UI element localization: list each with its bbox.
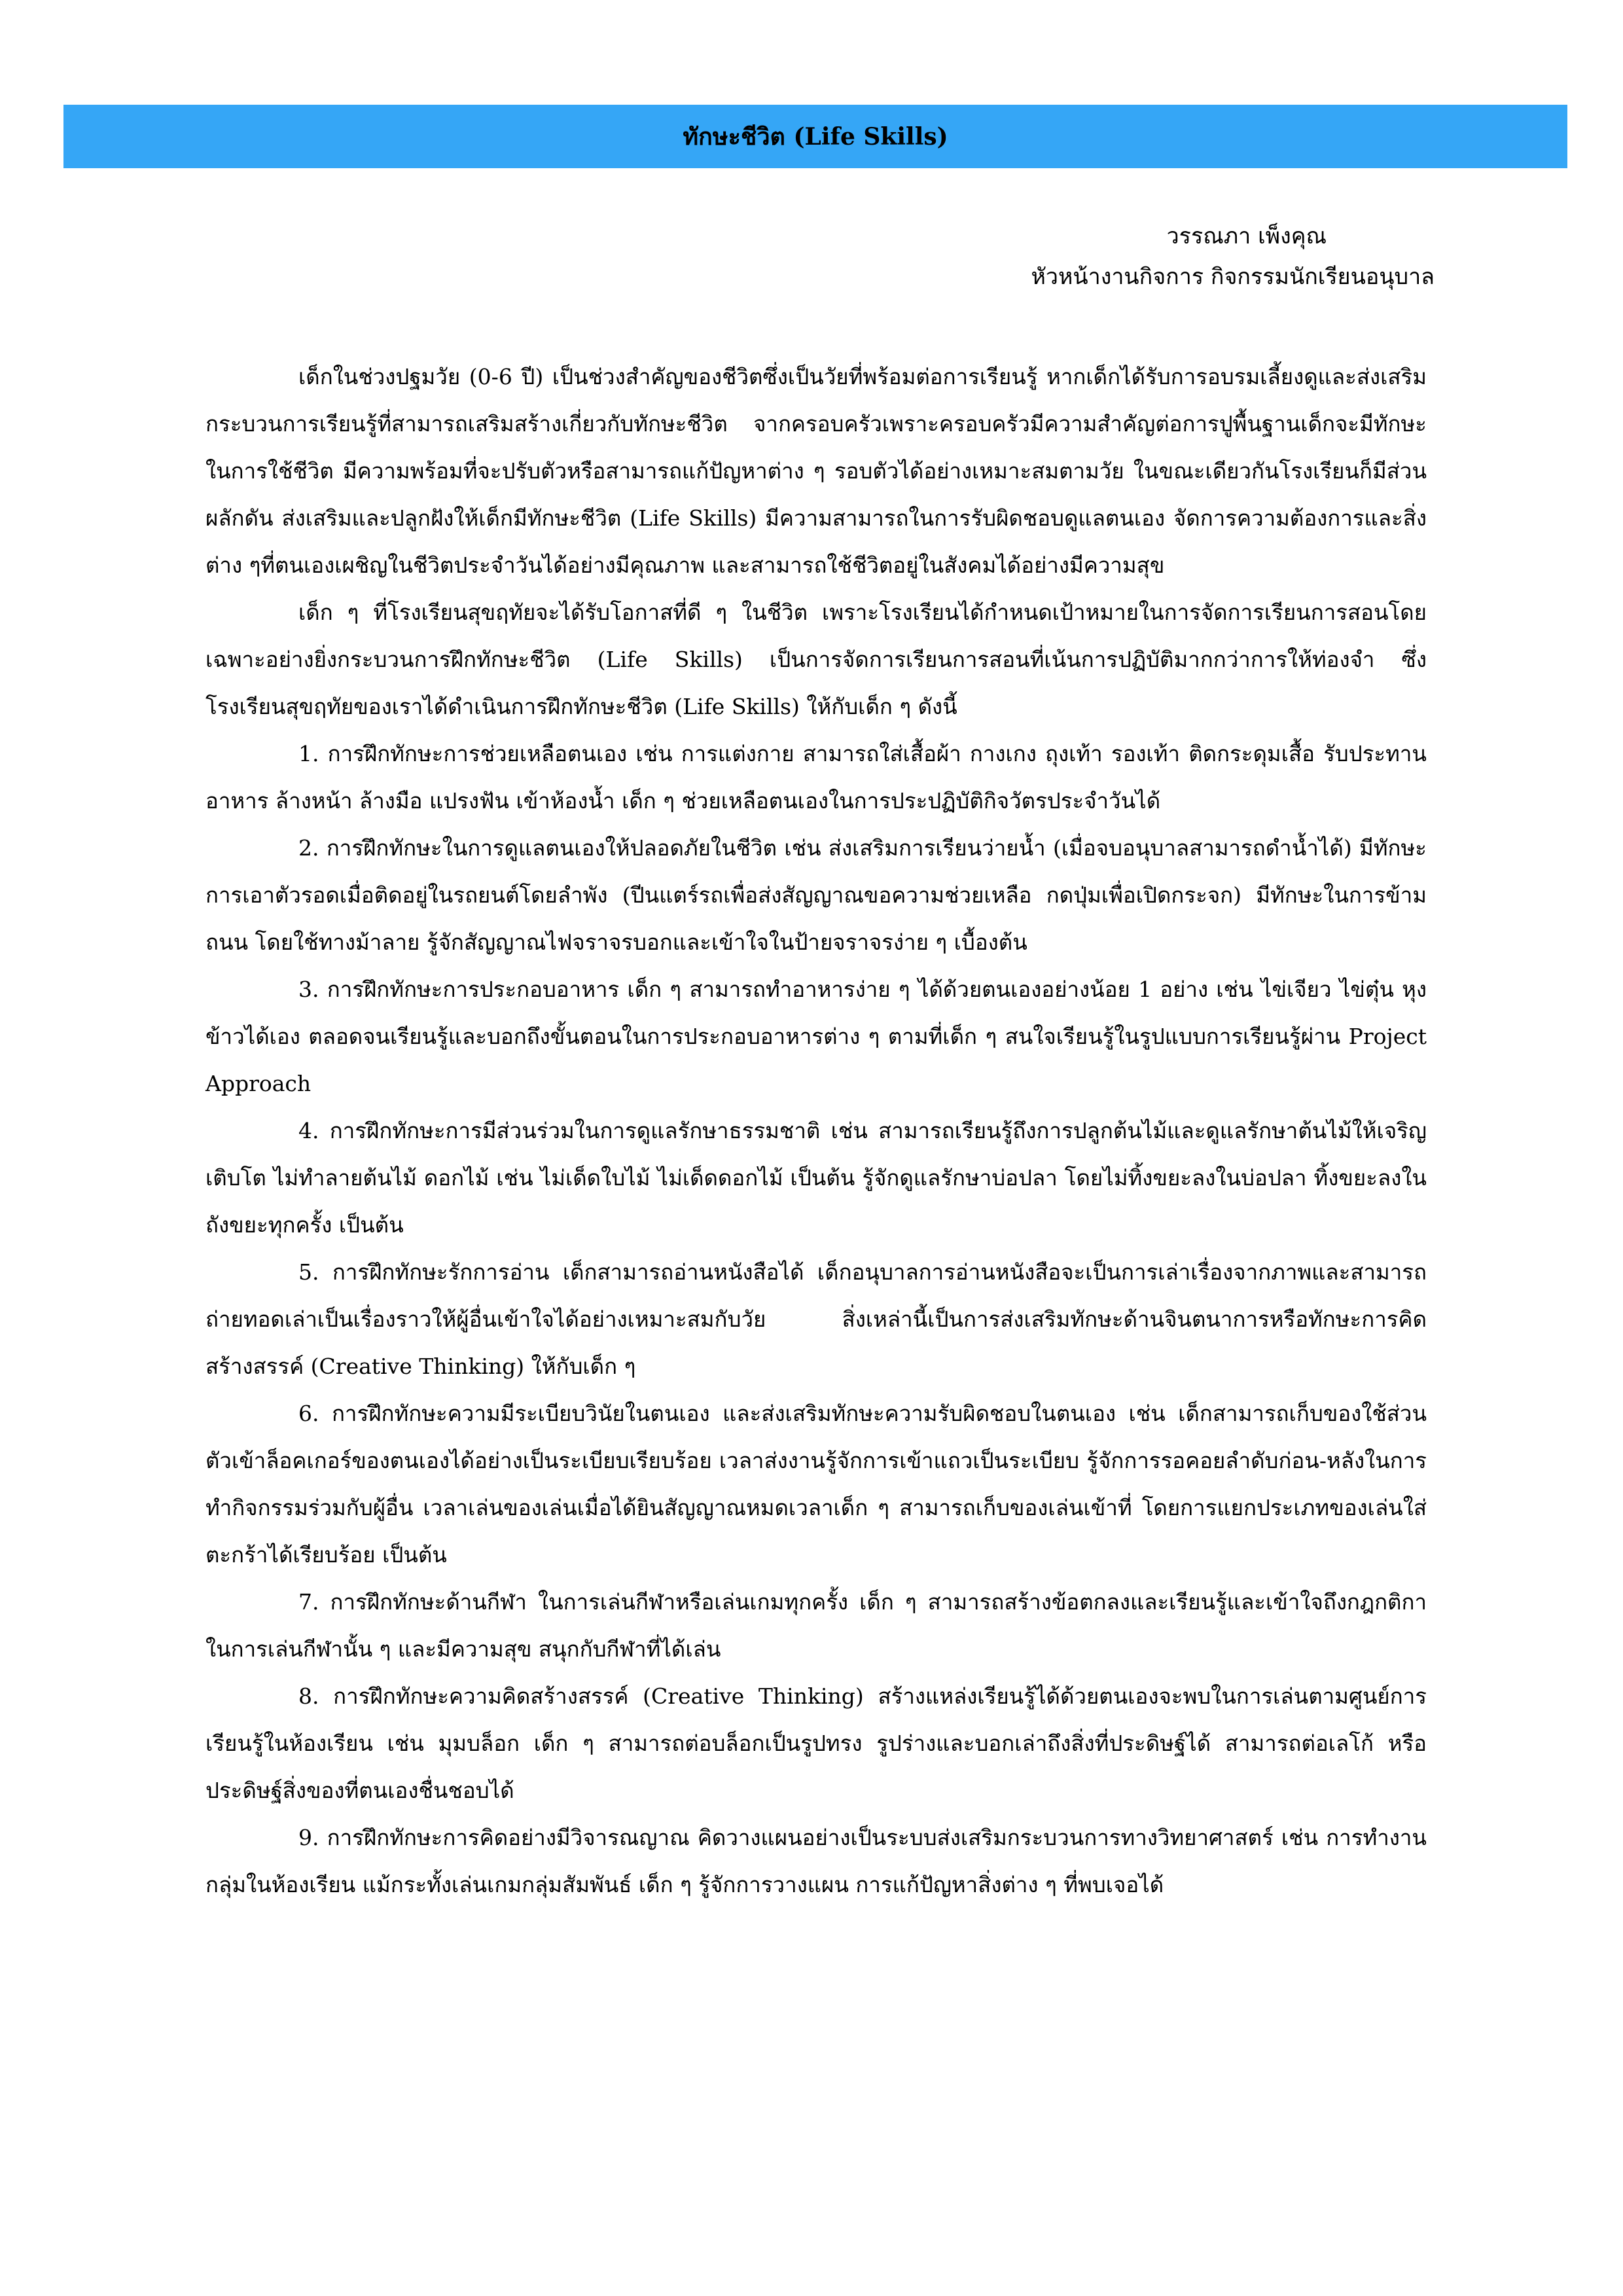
skill-item-2: 2. การฝึกทักษะในการดูแลตนเองให้ปลอดภัยในชีวิต เช่น ส่งเสริมการเรียนว่ายน้ำ (เมื่อจบอนุบาลสามารถดำน้ำได้) มีทักษะการเอาตัวรอดเมื่อติดอยู่ในรถยนต์โดยลำพัง (ปีนแตร์รถเพื่อส่งสัญญาณขอความช่วยเหลือ กดปุ่มเพื่อเปิดกระจก) มีทักษะในการข้ามถนน โดยใช้ทางม้าลาย รู้จักสัญญาณไฟจราจรบอกและเข้าใจในป้ายจราจรง่าย ๆ เบื้องต้น: [205, 835, 1427, 955]
author-block: [1031, 216, 1435, 297]
skill-item-6: 6. การฝึกทักษะความมีระเบียบวินัยในตนเอง และส่งเสริมทักษะความรับผิดชอบในตนเอง เช่น เด็กสามารถเก็บของใช้ส่วนตัวเข้าล็อคเกอร์ของตนเองได้อย่างเป็นระเบียบเรียบร้อย เวลาส่งงานรู้จักการเข้าแถวเป็นระเบียบ รู้จักการรอคอยลำดับก่อน-หลังในการทำกิจกรรมร่วมกับผู้อื่น เวลาเล่นของเล่นเมื่อได้ยินสัญญาณหมดเวลาเด็ก ๆ สามารถเก็บของเล่นเข้าที่ โดยการแยกประเภทของเล่นใส่ตะกร้าได้เรียบร้อย เป็นต้น: [205, 1401, 1427, 1568]
school-paragraph: เด็ก ๆ ที่โรงเรียนสุขฤทัยจะได้รับโอกาสที่ดี ๆ ในชีวิต เพราะโรงเรียนได้กำหนดเป้าหมายในการจัดการเรียนการสอนโดยเฉพาะอย่างยิ่งกระบวนการฝึกทักษะชีวิต (Life Skills) เป็นการจัดการเรียนการสอนที่เน้นการปฏิบัติมากกว่าการให้ท่องจำ ซึ่งโรงเรียนสุขฤทัยของเราได้ดำเนินการฝึกทักษะชีวิต (Life Skills) ให้กับเด็ก ๆ ดังนี้: [205, 600, 1427, 719]
skill-item-3: 3. การฝึกทักษะการประกอบอาหาร เด็ก ๆ สามารถทำอาหารง่าย ๆ ได้ด้วยตนเองอย่างน้อย 1 อย่าง เช่น ไข่เจียว ไข่ตุ๋น หุงข้าวได้เอง ตลอดจนเรียนรู้และบอกถึงขั้นตอนในการประกอบอาหารต่าง ๆ ตามที่เด็ก ๆ สนใจเรียนรู้ในรูปแบบการเรียนรู้ผ่าน Project Approach: [205, 977, 1427, 1096]
skill-item-4: 4. การฝึกทักษะการมีส่วนร่วมในการดูแลรักษาธรรมชาติ เช่น สามารถเรียนรู้ถึงการปลูกต้นไม้และดูแลรักษาต้นไม้ให้เจริญเติบโต ไม่ทำลายต้นไม้ ดอกไม้ เช่น ไม่เด็ดใบไม้ ไม่เด็ดดอกไม้ เป็นต้น รู้จักดูแลรักษาบ่อปลา โดยไม่ทิ้งขยะลงในบ่อปลา ทิ้งขยะลงในถังขยะทุกครั้ง เป็นต้น: [205, 1118, 1427, 1238]
skill-item-7: 7. การฝึกทักษะด้านกีฬา ในการเล่นกีฬาหรือเล่นเกมทุกครั้ง เด็ก ๆ สามารถสร้างข้อตกลงและเรียนรู้และเข้าใจถึงกฎกติกาในการเล่นกีฬานั้น ๆ และมีความสุข สนุกกับกีฬาที่ได้เล่น: [205, 1589, 1427, 1662]
skill-item-5: 5. การฝึกทักษะรักการอ่าน เด็กสามารถอ่านหนังสือได้ เด็กอนุบาลการอ่านหนังสือจะเป็นการเล่าเรื่องจากภาพและสามารถถ่ายทอดเล่าเป็นเรื่องราวให้ผู้อื่นเข้าใจได้อย่างเหมาะสมกับวัย สิ่งเหล่านี้เป็นการส่งเสริมทักษะด้านจินตนาการหรือทักษะการคิดสร้างสรรค์ (Creative Thinking) ให้กับเด็ก ๆ: [205, 1259, 1427, 1379]
skill-item-8: 8. การฝึกทักษะความคิดสร้างสรรค์ (Creative Thinking) สร้างแหล่งเรียนรู้ได้ด้วยตนเองจะพบในการเล่นตามศูนย์การเรียนรู้ในห้องเรียน เช่น มุมบล็อก เด็ก ๆ สามารถต่อบล็อกเป็นรูปทรง รูปร่างและบอกเล่าถึงสิ่งที่ประดิษฐ์ได้ สามารถต่อเลโก้ หรือประดิษฐ์สิ่งของที่ตนเองชื่นชอบได้: [205, 1683, 1427, 1803]
author-position: หัวหน้างานกิจการ กิจกรรมนักเรียนอนุบาล: [1031, 264, 1435, 290]
skill-item-1: 1. การฝึกทักษะการช่วยเหลือตนเอง เช่น การแต่งกาย สามารถใส่เสื้อผ้า กางเกง ถุงเท้า รองเท้า ติดกระดุมเสื้อ รับประทานอาหาร ล้างหน้า ล้างมือ แปรงฟัน เข้าห้องน้ำ เด็ก ๆ ช่วยเหลือตนเองในการประปฏิบัติกิจวัตรประจำวันได้: [205, 741, 1427, 814]
intro-paragraph: เด็กในช่วงปฐมวัย (0-6 ปี) เป็นช่วงสำคัญของชีวิตซึ่งเป็นวัยที่พร้อมต่อการเรียนรู้ หากเด็กได้รับการอบรมเลี้ยงดูและส่งเสริมกระบวนการเรียนรู้ที่สามารถเสริมสร้างเกี่ยวกับทักษะชีวิต จากครอบครัวเพราะครอบครัวมีความสำคัญต่อการปูพื้นฐานเด็กจะมีทักษะในการใช้ชีวิต มีความพร้อมที่จะปรับตัวหรือสามารถแก้ปัญหาต่าง ๆ รอบตัวได้อย่างเหมาะสมตามวัย ในขณะเดียวกันโรงเรียนก็มีส่วนผลักดัน ส่งเสริมและปลูกฝังให้เด็กมีทักษะชีวิต (Life Skills) มีความสามารถในการรับผิดชอบดูแลตนเอง จัดการความต้องการและสิ่งต่าง ๆที่ตนเองเผชิญในชีวิตประจำวันได้อย่างมีคุณภาพ และสามารถใช้ชีวิตอยู่ในสังคมได้อย่างมีความสุข: [205, 364, 1427, 578]
skill-item-9: 9. การฝึกทักษะการคิดอย่างมีวิจารณญาณ คิดวางแผนอย่างเป็นระบบส่งเสริมกระบวนการทางวิทยาศาสตร์ เช่น การทำงานกลุ่มในห้องเรียน แม้กระทั้งเล่นเกมกลุ่มสัมพันธ์ เด็ก ๆ รู้จักการวางแผน การแก้ปัญหาสิ่งต่าง ๆ ที่พบเจอได้: [205, 1825, 1427, 1897]
document-title: ทักษะชีวิต (Life Skills): [683, 122, 948, 151]
title-banner: [63, 105, 1567, 168]
article-body: [205, 353, 1427, 1909]
author-name: วรรณภา เพ็งคุณ: [1166, 223, 1327, 249]
